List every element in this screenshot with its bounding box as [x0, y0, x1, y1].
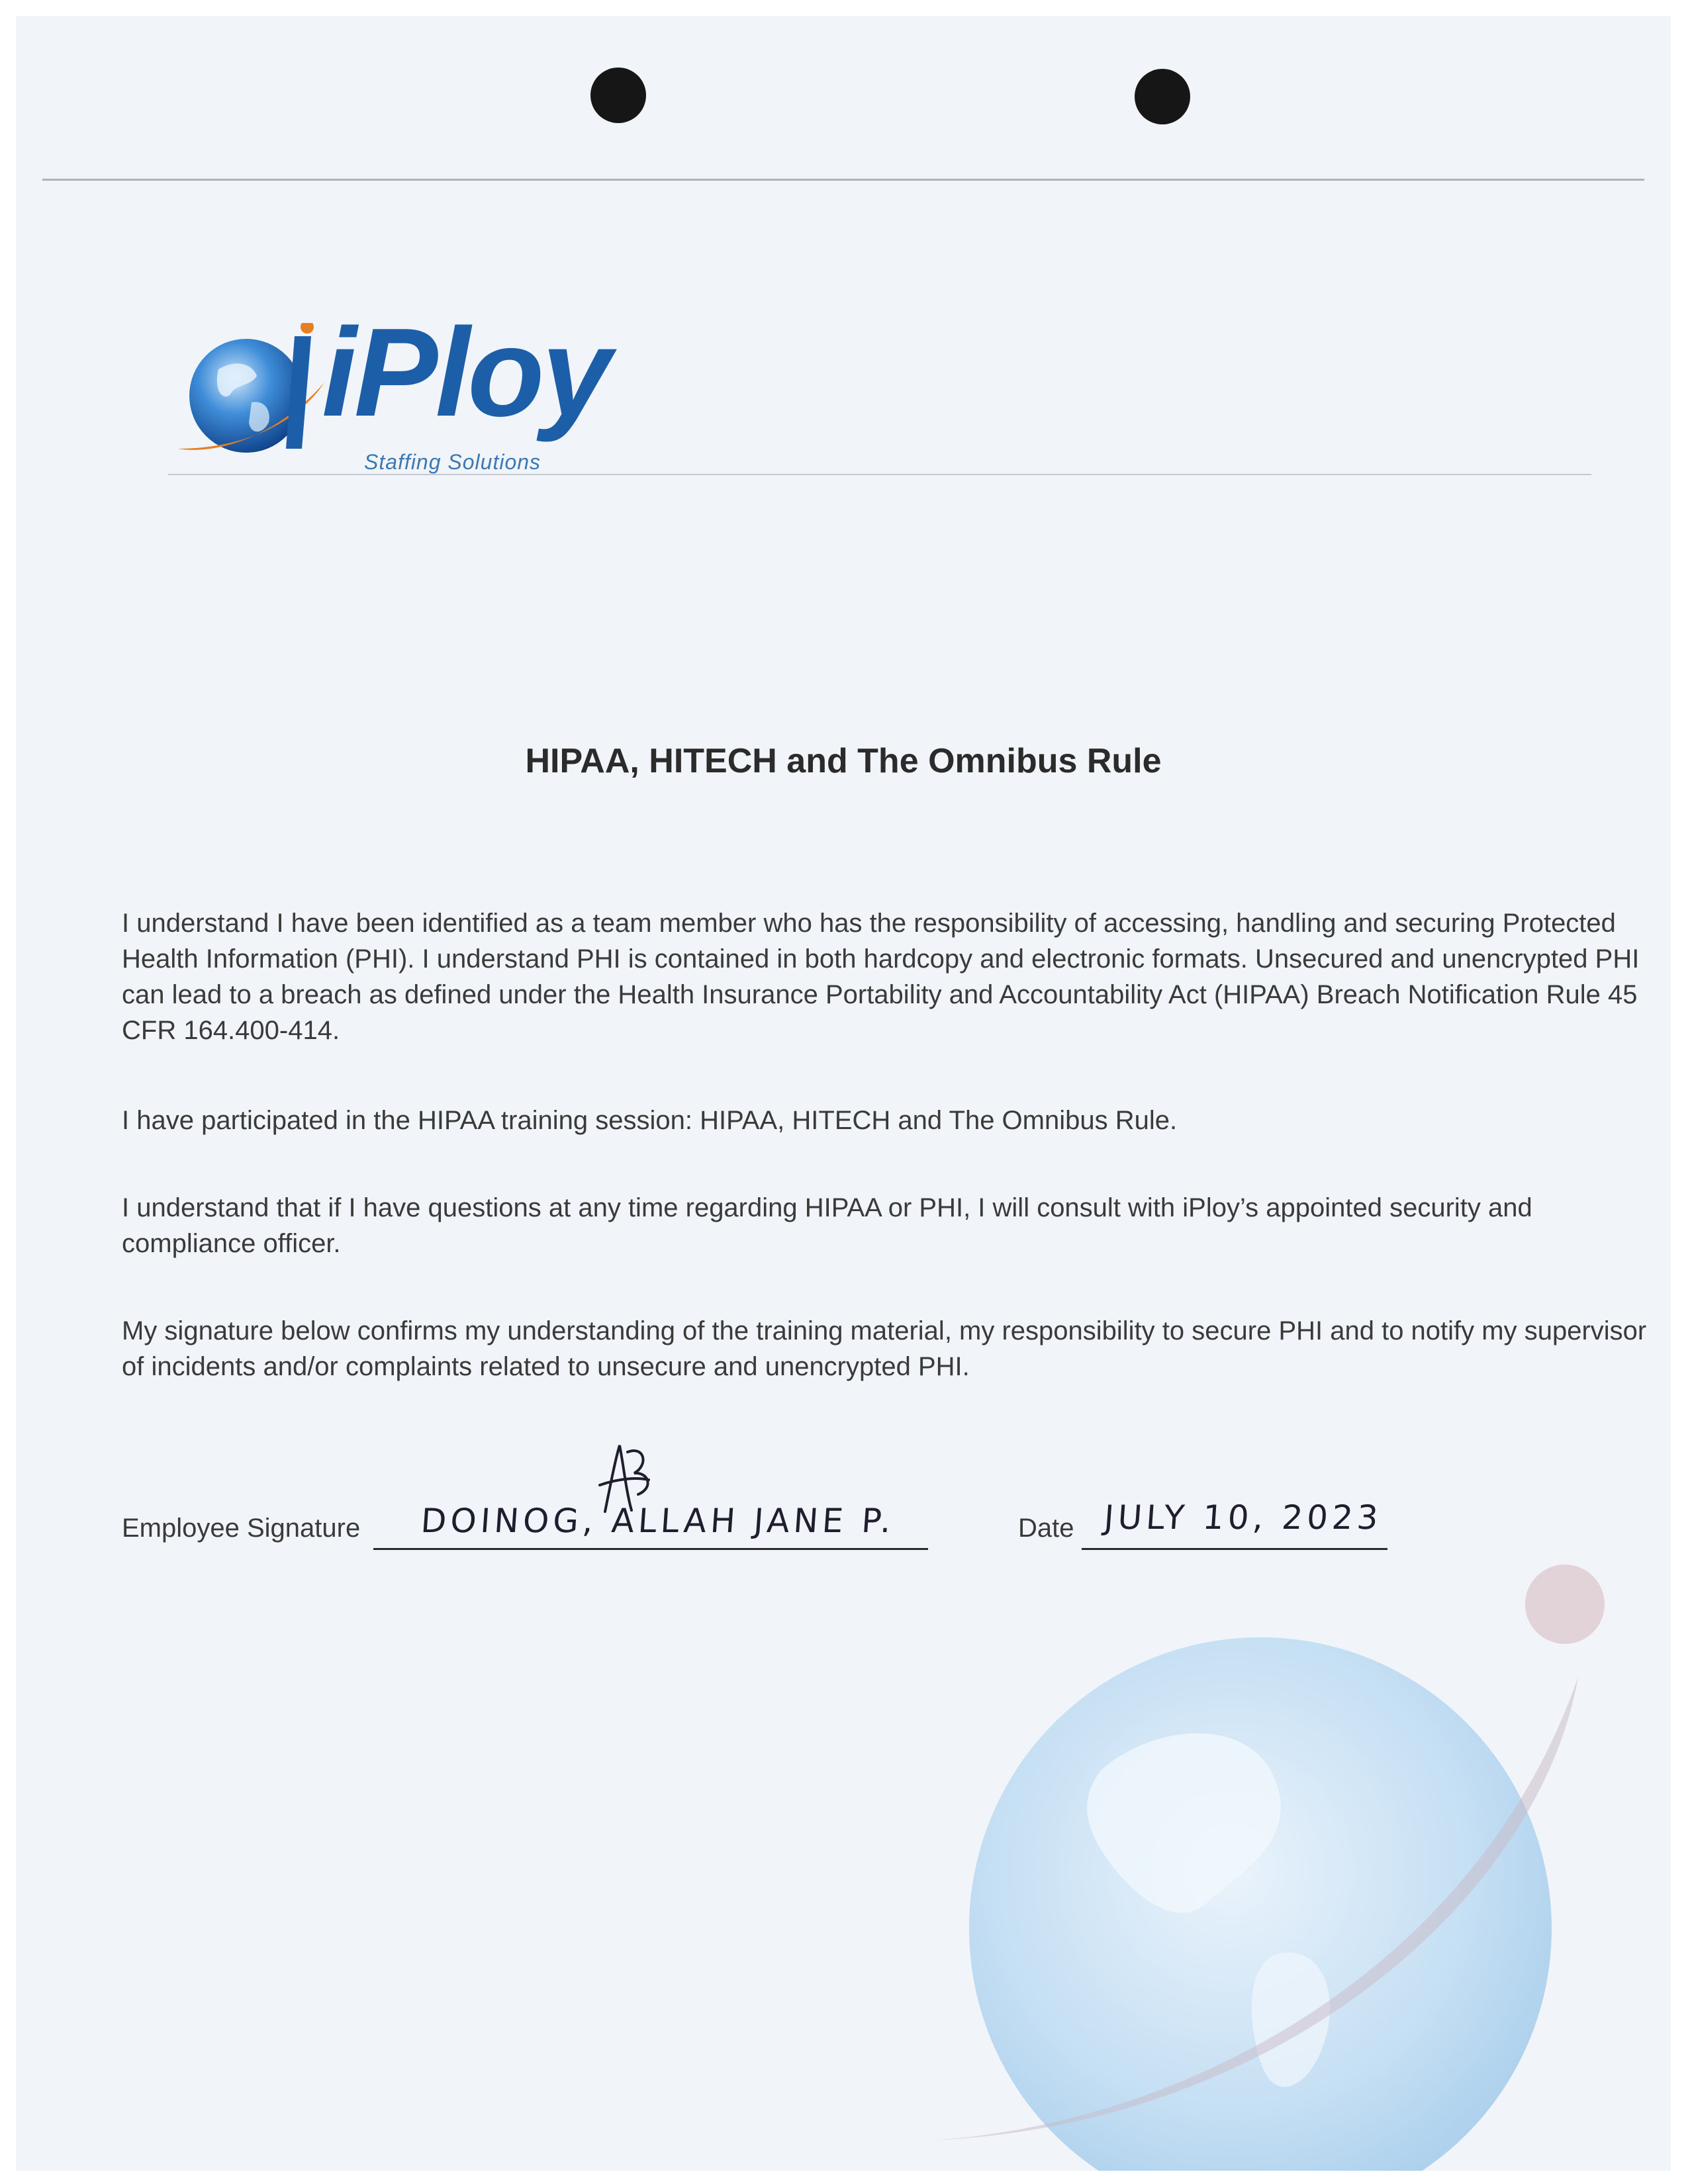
signature-scribble: [585, 1439, 658, 1518]
logo-wordmark: iPloy: [322, 302, 610, 443]
date-value: JULY 10, 2023: [1102, 1498, 1383, 1537]
punch-hole-right: [1135, 69, 1190, 124]
header-divider: [168, 474, 1591, 475]
employee-signature-name: DOINOG, ALLAH JANE P.: [419, 1502, 896, 1540]
punch-hole-left: [590, 68, 646, 123]
employee-signature-label: Employee Signature: [122, 1514, 361, 1543]
logo-tagline: Staffing Solutions: [364, 450, 541, 474]
date-label: Date: [1018, 1514, 1074, 1543]
paragraph-signature-confirmation: My signature below confirms my understanding of the training material, my responsibility to secure PHI and to notify my supervisor of incidents and/or complaints related to unsecure and unencrypted PHI.: [122, 1316, 1647, 1381]
globe-icon: [172, 323, 331, 475]
paragraph-compliance-officer: I understand that if I have questions at any time regarding HIPAA or PHI, I will consult with iPloy’s appointed security and compliance officer.: [122, 1193, 1532, 1258]
document-title: HIPAA, HITECH and The Omnibus Rule: [525, 742, 1162, 780]
paragraph-training-session: I have participated in the HIPAA training session: HIPAA, HITECH and The Omnibus Rule.: [122, 1106, 1178, 1135]
watermark-globe-icon: [903, 1558, 1631, 2171]
employee-signature-line: [373, 1548, 928, 1550]
company-logo: [172, 302, 662, 488]
paragraph-phi-responsibility: I understand I have been identified as a team member who has the responsibility of accessing, handling and securing Protected Health Information (PHI). I understand PHI is contained in both hardcopy and electronic formats. Unsecured and unencrypted PHI can lead to a breach as defined under the Health Insurance Portability and Accountability Act (HIPAA) Breach Notification Rule 45 CFR 164.400-414.: [122, 909, 1640, 1045]
fold-line: [42, 179, 1644, 181]
date-line: [1082, 1548, 1387, 1550]
document-page: [16, 16, 1671, 2171]
